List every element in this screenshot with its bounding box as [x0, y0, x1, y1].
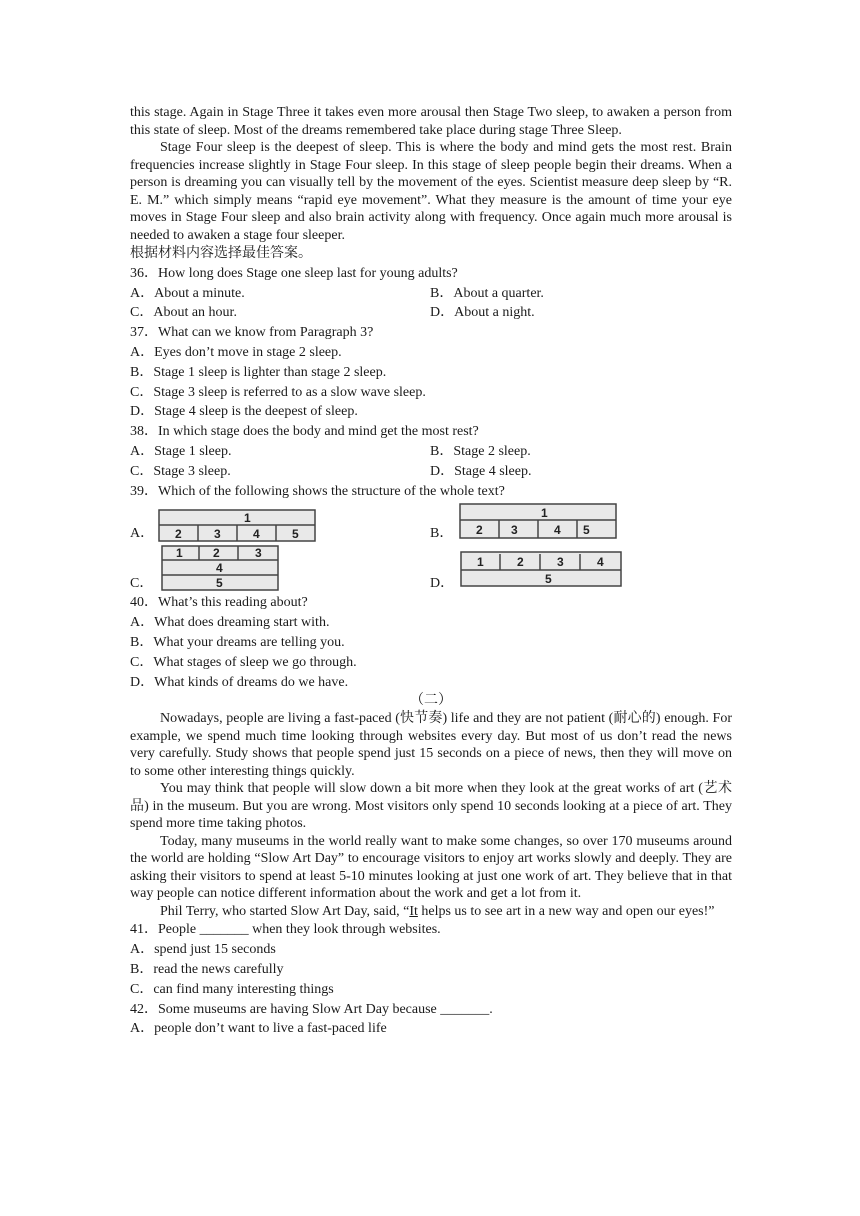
diagram-c-box-1: 1 — [176, 546, 184, 561]
question-36-options-row2 — [130, 303, 732, 323]
question-38-options-row1 — [130, 442, 732, 462]
option-39-a[interactable] — [130, 501, 430, 543]
question-36-stem: 36．How long does Stage one sleep last for young adults? — [130, 265, 458, 281]
option-39-a-label: A． — [130, 525, 155, 541]
question-38-options-row2 — [130, 462, 732, 482]
option-36-c[interactable]: C．About an hour. — [130, 305, 237, 321]
option-40-d[interactable]: D．What kinds of dreams do we have. — [130, 674, 349, 690]
option-41-c[interactable]: C．can find many interesting things — [130, 981, 334, 997]
question-39-stem: 39．Which of the following shows the structure of the whole text? — [130, 483, 505, 499]
diagram-b-box-1: 1 — [541, 506, 549, 521]
paragraph-stage-three: this stage. Again in Stage Three it takes even more arousal then Stage Two sleep, to awaken a person from this state of sleep. Most of the dreams remembered take place during stage Three Sleep. — [130, 105, 732, 138]
option-36-a[interactable]: A．About a minute. — [130, 285, 245, 301]
option-38-b[interactable]: B．Stage 2 sleep. — [430, 443, 531, 459]
diagram-b-box-2: 2 — [476, 523, 484, 538]
option-41-a[interactable]: A．spend just 15 seconds — [130, 942, 276, 958]
option-37-d[interactable]: D．Stage 4 sleep is the deepest of sleep. — [130, 404, 358, 420]
option-39-d[interactable] — [430, 543, 730, 593]
diagram-c-box-5: 5 — [216, 576, 224, 591]
diagram-b-box-5: 5 — [583, 523, 591, 538]
paragraph-fast-paced: Nowadays, people are living a fast-paced (快节奏) life and they are not patient (耐心的) enough. For example, we spend much time looking through websites every day. But most of us don’t read the news very carefully. Study shows that people spend just 15 seconds on a piece of news, then they will move on to some other interesting things quickly. — [130, 711, 732, 779]
diagram-a-box-3: 3 — [214, 527, 221, 542]
question-39-options-row2 — [130, 543, 732, 593]
diagram-a-box-2: 2 — [175, 527, 182, 542]
question-36-options-row1 — [130, 284, 732, 304]
structure-diagram-a — [158, 509, 318, 543]
structure-diagram-d — [460, 551, 624, 589]
diagram-a-box-4: 4 — [253, 527, 260, 542]
question-39-options-row1 — [130, 501, 732, 543]
diagram-c-box-3: 3 — [255, 546, 263, 561]
option-37-b[interactable]: B．Stage 1 sleep is lighter than stage 2 sleep. — [130, 364, 387, 380]
question-42-stem: 42．Some museums are having Slow Art Day because _______. — [130, 1001, 493, 1017]
option-39-d-label: D． — [430, 575, 455, 591]
question-38-stem: 38．In which stage does the body and mind get the most rest? — [130, 424, 479, 440]
option-39-b[interactable] — [430, 501, 730, 543]
option-36-d[interactable]: D．About a night. — [430, 305, 535, 321]
structure-diagram-c — [161, 545, 281, 593]
diagram-c-box-4: 4 — [216, 561, 224, 576]
instruction: 根据材料内容选择最佳答案。 — [130, 246, 312, 261]
question-41-stem: 41．People _______ when they look through websites. — [130, 922, 441, 938]
option-38-d[interactable]: D．Stage 4 sleep. — [430, 463, 532, 479]
option-40-a[interactable]: A．What does dreaming start with. — [130, 615, 330, 631]
option-37-c[interactable]: C．Stage 3 sleep is referred to as a slow wave sleep. — [130, 384, 426, 400]
quote-after: helps us to see art in a new way and open our eyes!” — [417, 903, 715, 919]
option-41-b[interactable]: B．read the news carefully — [130, 961, 284, 977]
question-40-stem: 40．What’s this reading about? — [130, 595, 308, 611]
quote-underlined-it: It — [409, 903, 418, 919]
structure-diagram-b — [459, 503, 619, 541]
diagram-c-box-2: 2 — [213, 546, 221, 561]
paragraph-museum: You may think that people will slow down a bit more when they look at the great works of art (艺术品) in the museum. But you are wrong. Most visitors only spend 10 seconds looking at a piece of art. They spend more time taking photos. — [130, 781, 732, 832]
diagram-d-box-5: 5 — [545, 572, 552, 587]
diagram-a-box-1: 1 — [244, 511, 251, 526]
quote-before: Phil Terry, who started Slow Art Day, said, “ — [160, 903, 410, 919]
paragraph-phil-terry-quote — [130, 903, 732, 921]
diagram-d-box-4: 4 — [597, 555, 604, 570]
section-two-heading: （二） — [410, 693, 452, 709]
diagram-d-box-3: 3 — [557, 555, 564, 570]
exam-page — [130, 104, 732, 1039]
question-37-stem: 37．What can we know from Paragraph 3? — [130, 325, 374, 341]
diagram-b-box-4: 4 — [554, 523, 562, 538]
option-37-a[interactable]: A．Eyes don’t move in stage 2 sleep. — [130, 344, 342, 360]
option-38-a[interactable]: A．Stage 1 sleep. — [130, 443, 232, 459]
option-38-c[interactable]: C．Stage 3 sleep. — [130, 463, 231, 479]
option-39-b-label: B． — [430, 525, 454, 541]
diagram-b-box-3: 3 — [511, 523, 519, 538]
paragraph-stage-four: Stage Four sleep is the deepest of sleep. This is where the body and mind gets the most rest. Brain frequencies increase slightly in Stage Four sleep. In this stage of sleep people begin their dreams. When a person is dreaming you can visually tell by the movement of the eyes. Scientist measure deep sleep by “R. E. M.” which simply means “rapid eye movement”. What they measure is the amount of time your eye moves in Stage Four sleep and also brain activity along with frequency. Once again much more arousal is needed to awaken a stage four sleeper. — [130, 140, 732, 243]
diagram-d-box-1: 1 — [477, 555, 484, 570]
option-36-b[interactable]: B．About a quarter. — [430, 285, 544, 301]
option-40-c[interactable]: C．What stages of sleep we go through. — [130, 654, 357, 670]
option-39-c[interactable] — [130, 543, 430, 593]
diagram-a-box-5: 5 — [292, 527, 299, 542]
option-39-c-label: C． — [130, 575, 154, 591]
option-40-b[interactable]: B．What your dreams are telling you. — [130, 634, 345, 650]
paragraph-slow-art-day: Today, many museums in the world really want to make some changes, so over 170 museums around the world are holding “Slow Art Day” to encourage visitors to enjoy art works slowly and deeply. They are asking their visitors to spend at least 5-10 minutes looking at just one work of art. They believe that in that way people can notice different information about the work and get a lot from it. — [130, 833, 732, 902]
diagram-d-box-2: 2 — [517, 555, 524, 570]
option-42-a[interactable]: A．people don’t want to live a fast-paced life — [130, 1021, 387, 1037]
